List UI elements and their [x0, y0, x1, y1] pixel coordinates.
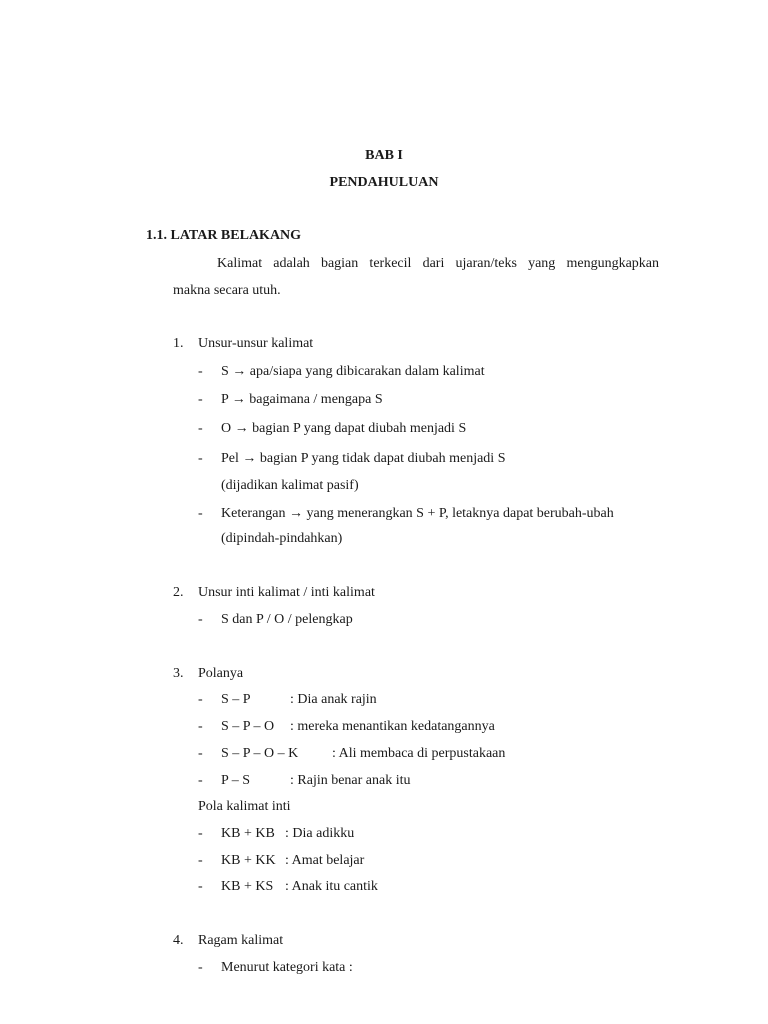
bullet-head: Keterangan	[221, 506, 286, 521]
bullet-text: apa/siapa yang dibicarakan dalam kalimat	[249, 364, 485, 379]
bullet-object	[221, 421, 466, 437]
intro-line-1-text: Kalimat adalah bagian terkecil dari ujaran/teks yang mengungkapkan	[217, 256, 659, 271]
pattern-label: S – P – O – K	[221, 746, 299, 761]
arrow-right-icon: →	[232, 364, 247, 379]
bullet-dash: -	[198, 853, 203, 868]
arrow-right-icon: →	[242, 451, 257, 466]
bullet-dash: -	[198, 746, 203, 761]
bullet-adverbial	[221, 506, 614, 522]
core-pattern-label: KB + KK	[221, 853, 276, 868]
list-item-1-title: Unsur-unsur kalimat	[198, 336, 314, 351]
pattern-example: : Dia anak rajin	[290, 692, 377, 707]
core-pattern-example: : Dia adikku	[285, 826, 355, 841]
bullet-dash: -	[198, 392, 203, 407]
bullet-text: bagian P yang tidak dapat diubah menjadi S	[259, 451, 506, 466]
bullet-dash: -	[198, 612, 203, 627]
bullet-text: Menurut kategori kata :	[221, 960, 353, 975]
bullet-dash: -	[198, 773, 203, 788]
bullet-continuation: (dipindah-pindahkan)	[221, 531, 343, 546]
bullet-dash: -	[198, 506, 203, 521]
list-item-3-number: 3.	[173, 666, 184, 681]
bullet-dash: -	[198, 451, 203, 466]
bullet-text: bagian P yang dapat diubah menjadi S	[252, 421, 467, 436]
bullet-head: P	[221, 392, 229, 407]
list-item-2-title: Unsur inti kalimat / inti kalimat	[198, 585, 375, 600]
arrow-right-icon: →	[234, 421, 249, 436]
bullet-dash: -	[198, 719, 203, 734]
bullet-head: S	[221, 364, 229, 379]
bullet-dash: -	[198, 826, 203, 841]
bullet-dash: -	[198, 879, 203, 894]
intro-line-2: makna secara utuh.	[173, 283, 281, 298]
pattern-label: S – P – O	[221, 719, 275, 734]
arrow-right-icon: →	[231, 392, 246, 407]
bullet-text: bagaimana / mengapa S	[249, 392, 383, 407]
pattern-example: : Rajin benar anak itu	[290, 773, 411, 788]
list-item-1-number: 1.	[173, 336, 184, 351]
bullet-text: yang menerangkan S + P, letaknya dapat berubah-ubah	[306, 506, 614, 521]
core-pattern-label: KB + KB	[221, 826, 275, 841]
core-pattern-example: : Amat belajar	[285, 853, 365, 868]
list-item-4-number: 4.	[173, 933, 184, 948]
bullet-dash: -	[198, 692, 203, 707]
bullet-dash: -	[198, 364, 203, 379]
bullet-dash: -	[198, 960, 203, 975]
pattern-label: S – P	[221, 692, 251, 707]
bullet-dash: -	[198, 421, 203, 436]
core-pattern-title: Pola kalimat inti	[198, 799, 291, 814]
core-pattern-label: KB + KS	[221, 879, 274, 894]
pattern-label: P – S	[221, 773, 251, 788]
list-item-2-number: 2.	[173, 585, 184, 600]
chapter-number: BAB I	[365, 148, 403, 163]
intro-line-1	[173, 256, 659, 272]
section-heading: 1.1. LATAR BELAKANG	[146, 228, 302, 243]
bullet-head: O	[221, 421, 232, 436]
pattern-example: : mereka menantikan kedatangannya	[290, 719, 495, 734]
bullet-complement	[221, 451, 506, 467]
bullet-head: Pel	[221, 451, 239, 466]
core-pattern-example: : Anak itu cantik	[285, 879, 378, 894]
chapter-title: PENDAHULUAN	[329, 175, 439, 190]
arrow-right-icon: →	[289, 506, 304, 521]
pattern-example: : Ali membaca di perpustakaan	[332, 746, 506, 761]
bullet-subject	[221, 364, 485, 380]
bullet-predicate	[221, 392, 383, 408]
list-item-4-title: Ragam kalimat	[198, 933, 284, 948]
bullet-continuation: (dijadikan kalimat pasif)	[221, 478, 359, 493]
bullet-text: S dan P / O / pelengkap	[221, 612, 353, 627]
list-item-3-title: Polanya	[198, 666, 244, 681]
